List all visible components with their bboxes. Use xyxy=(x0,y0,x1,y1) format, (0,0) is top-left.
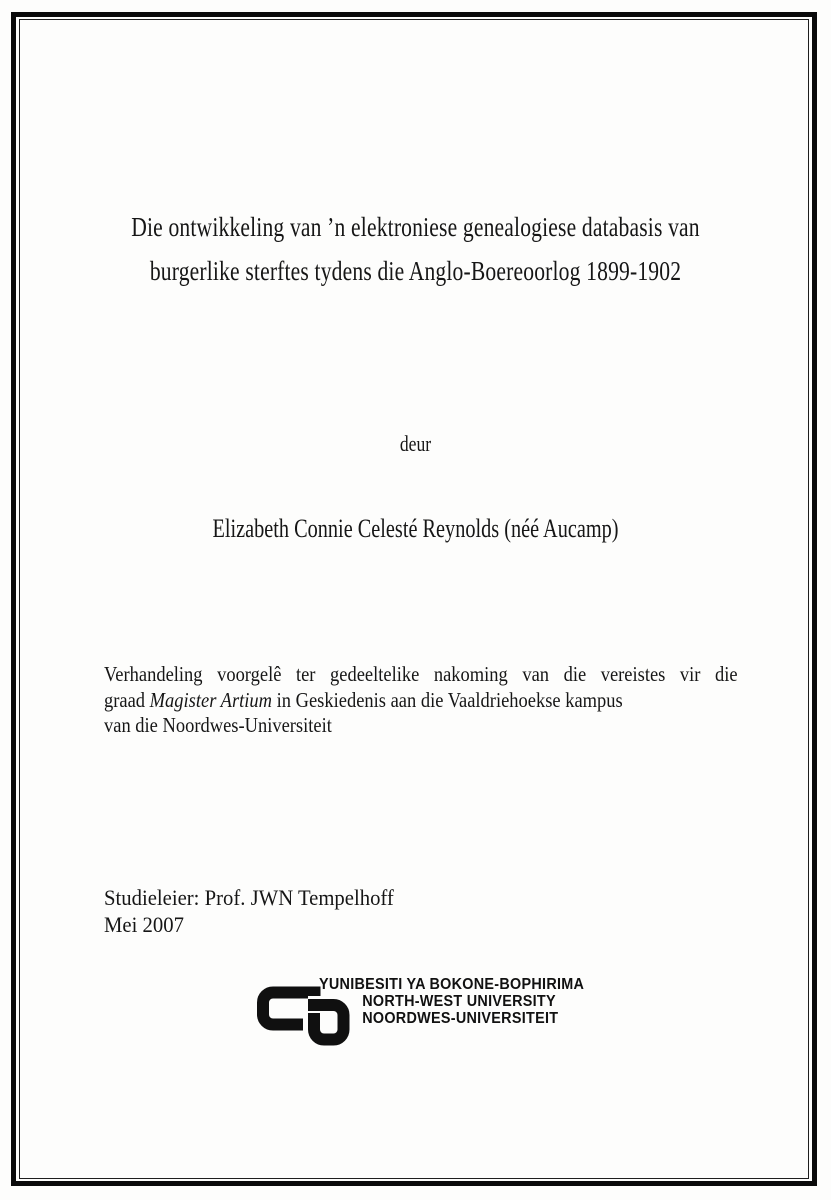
thesis-title-line-1: Die ontwikkeling van ’n elektroniese genealogiese databasis van xyxy=(131,212,700,242)
supervisor-line: Studieleier: Prof. JWN Tempelhoff xyxy=(104,885,394,910)
author-name: Elizabeth Connie Celesté Reynolds (néé Aucamp) xyxy=(212,514,619,543)
thesis-title xyxy=(99,205,732,293)
byline-label: deur xyxy=(399,431,432,456)
degree-statement-line-1: Verhandeling voorgelê ter gedeeltelike nakoming van die vereistes vir die xyxy=(104,662,738,686)
date-line: Mei 2007 xyxy=(104,912,184,937)
logo-line-english: NORTH-WEST UNIVERSITY xyxy=(362,993,556,1011)
degree-statement-line-2-prefix: graad xyxy=(104,687,150,712)
degree-statement-line-3: van die Noordwes-Universiteit xyxy=(104,713,332,737)
degree-statement xyxy=(104,662,738,739)
logo-line-afrikaans: NOORDWES-UNIVERSITEIT xyxy=(362,1010,559,1028)
logo-line-setswana: YUNIBESITI YA BOKONE-BOPHIRIMA xyxy=(319,976,585,993)
thesis-title-line-2: burgerlike sterftes tydens die Anglo-Boereoorlog 1899-1902 xyxy=(149,256,682,286)
supervisor-block xyxy=(104,884,394,938)
degree-statement-line-2-suffix: in Geskiedenis aan die Vaaldriehoekse kampus xyxy=(272,687,623,712)
university-logo-text xyxy=(319,976,584,1028)
degree-title-italic: Magister Artium xyxy=(149,687,273,712)
degree-statement-line-2 xyxy=(104,688,738,714)
